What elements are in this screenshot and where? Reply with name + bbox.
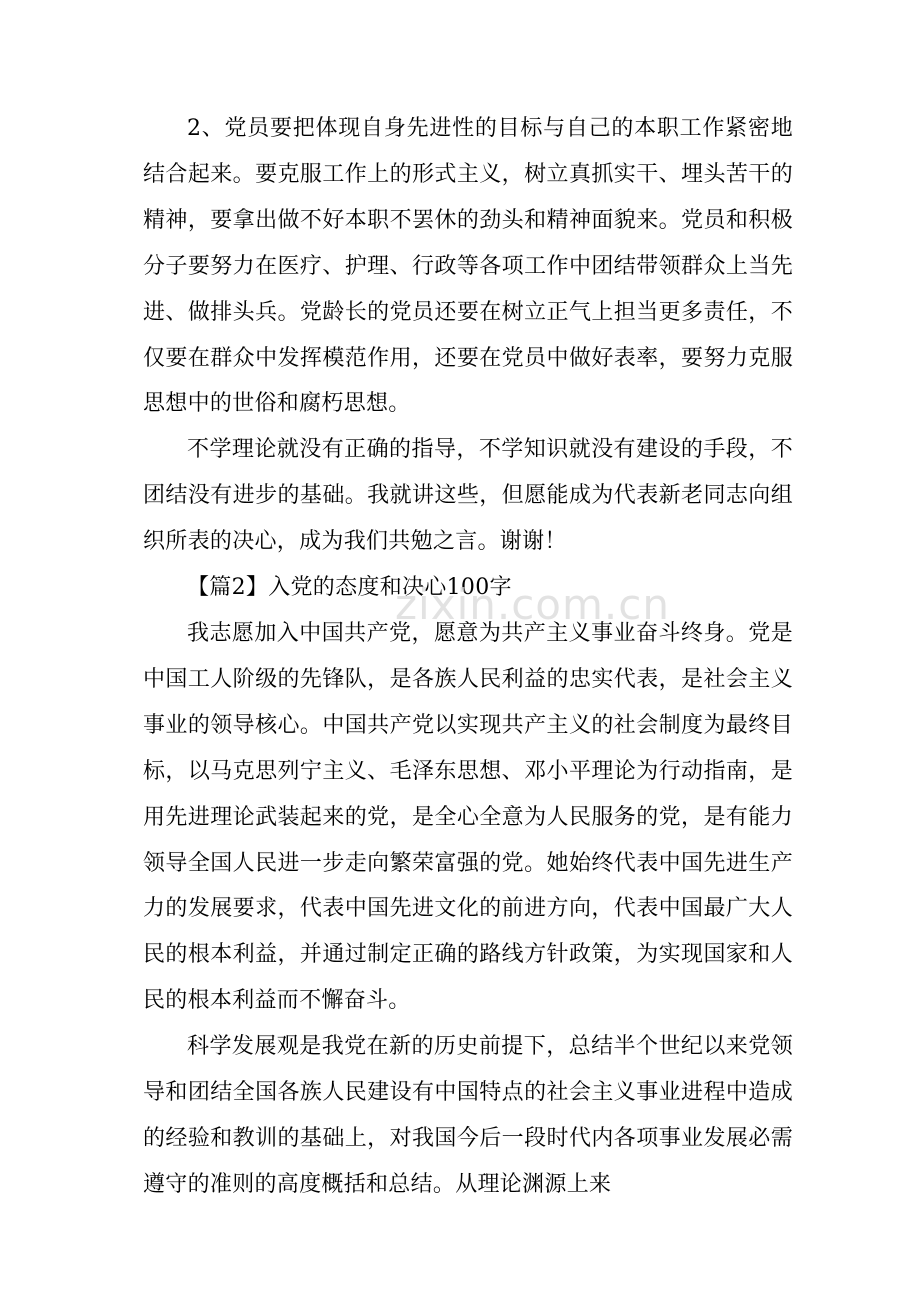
paragraph-party-member-duty: 2、党员要把体现自身先进性的目标与自己的本职工作紧密地结合起来。要克服工作上的形式主义，树立真抓实干、埋头苦干的精神，要拿出做不好本职不罢休的劲头和精神面貌来。党员和积极分子要努力在医疗、护理、行政等各项工作中团结带领群众上当先进、做排头兵。党龄长的党员还要在树立正气上担当更多责任，不仅要在群众中发挥模范作用，还要在党员中做好表率，要努力克服思想中的世俗和腐朽思想。 xyxy=(143,116,793,417)
document-body xyxy=(143,106,793,1208)
paragraph-closing-remarks: 不学理论就没有正确的指导，不学知识就没有建设的手段，不团结没有进步的基础。我就讲这些，但愿能成为代表新老同志向组织所表的决心，成为我们共勉之言。谢谢！ xyxy=(143,437,793,555)
section-heading-part-2: 【篇2】入党的态度和决心100字 xyxy=(187,575,512,601)
paragraph-scientific-development: 科学发展观是我党在新的历史前提下，总结半个世纪以来党领导和团结全国各族人民建设有中国特点的社会主义事业进程中造成的经验和教训的基础上，对我国今后一段时代内各项事业发展必需遵守的准则的高度概括和总结。从理论渊源上来 xyxy=(143,1034,793,1197)
paragraph-pledge: 我志愿加入中国共产党，愿意为共产主义事业奋斗终身。党是中国工人阶级的先锋队，是各族人民利益的忠实代表，是社会主义事业的领导核心。中国共产党以实现共产主义的社会制度为最终目标，以马克思列宁主义、毛泽东思想、邓小平理论为行动指南，是用先进理论武装起来的党，是全心全意为人民服务的党，是有能力领导全国人民进一步走向繁荣富强的党。她始终代表中国先进生产力的发展要求，代表中国先进文化的前进方向，代表中国最广大人民的根本利益，并通过制定正确的路线方针政策，为实现国家和人民的根本利益而不懈奋斗。 xyxy=(143,620,793,1014)
watermark-text: zixin.com.cn xyxy=(395,580,670,629)
